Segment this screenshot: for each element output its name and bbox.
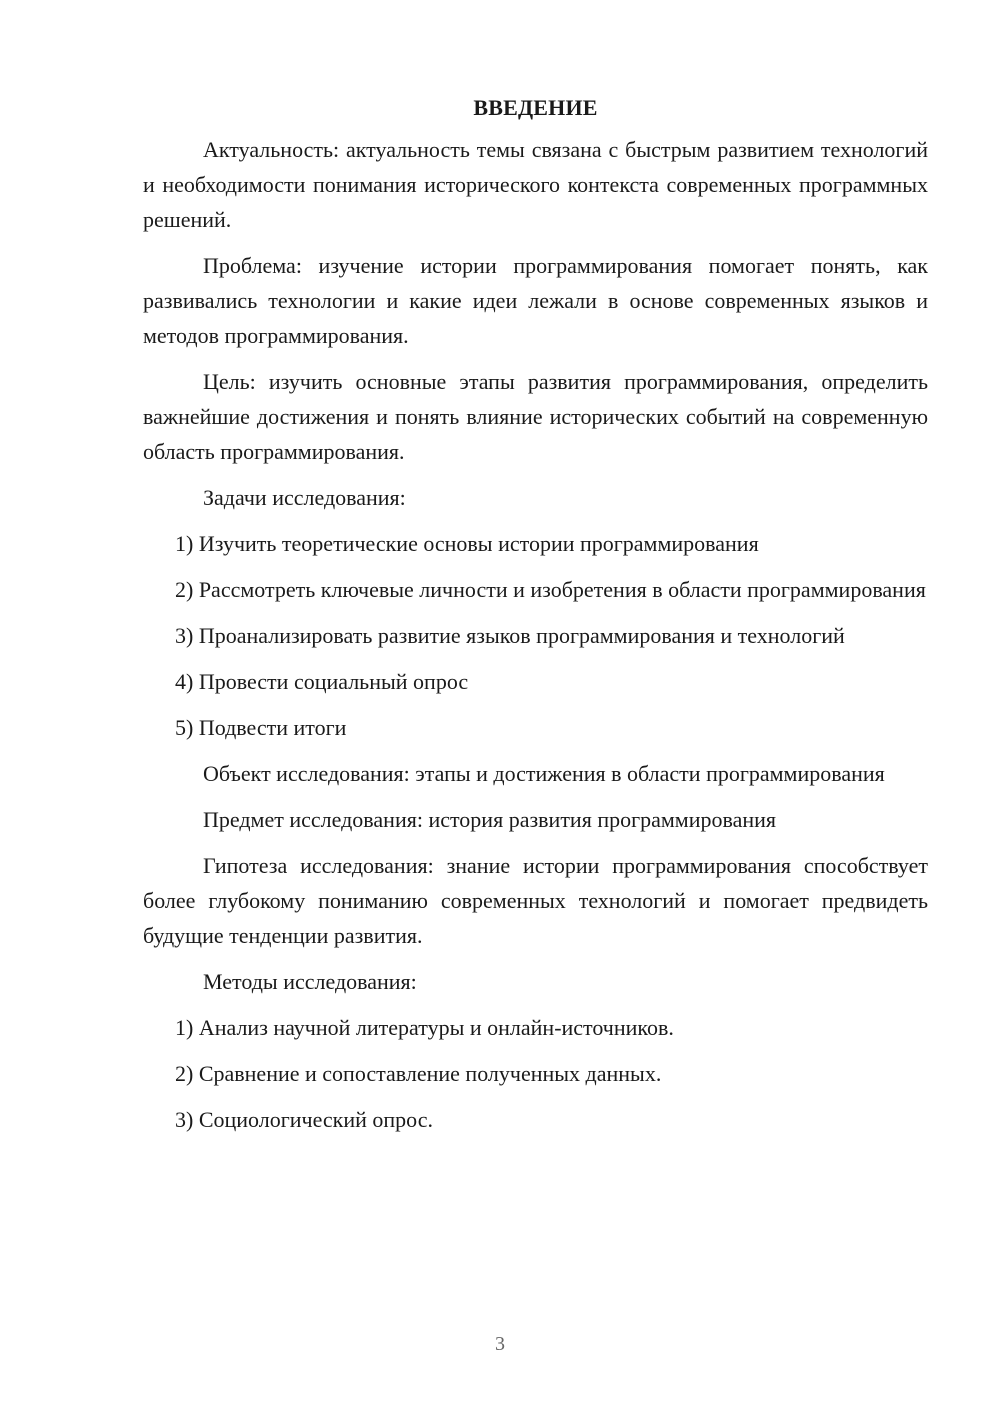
document-body [143,90,928,1148]
task-item: 4) Провести социальный опрос [175,669,469,694]
task-item: 3) Проанализировать развитие языков программирования и технологий [175,623,845,648]
relevance-paragraph: Актуальность: актуальность темы связана с быстрым развитием технологий и необходимости понимания исторического контекста современных программных решений. [143,137,928,232]
method-item: 1) Анализ научной литературы и онлайн-источников. [175,1015,674,1040]
task-item: 5) Подвести итоги [175,715,347,740]
hypothesis-paragraph: Гипотеза исследования: знание истории программирования способствует более глубокому пониманию современных технологий и помогает предвидеть будущие тенденции развития. [143,853,928,948]
problem-paragraph: Проблема: изучение истории программирования помогает понять, как развивались технологии и какие идеи лежали в основе современных языков и методов программирования. [143,253,928,348]
object-paragraph: Объект исследования: этапы и достижения в области программирования [203,761,885,786]
subject-paragraph: Предмет исследования: история развития программирования [203,807,777,832]
task-item: 1) Изучить теоретические основы истории программирования [175,531,759,556]
page-number: 3 [495,1333,505,1355]
goal-paragraph: Цель: изучить основные этапы развития программирования, определить важнейшие достижения и понять влияние исторических событий на современную область программирования. [143,369,928,464]
section-heading: ВВЕДЕНИЕ [473,95,598,120]
method-item: 2) Сравнение и сопоставление полученных данных. [175,1061,662,1086]
methods-title: Методы исследования: [203,969,417,994]
tasks-title: Задачи исследования: [203,485,406,510]
method-item: 3) Социологический опрос. [175,1107,433,1132]
task-item: 2) Рассмотреть ключевые личности и изобретения в области программирования [175,577,926,602]
